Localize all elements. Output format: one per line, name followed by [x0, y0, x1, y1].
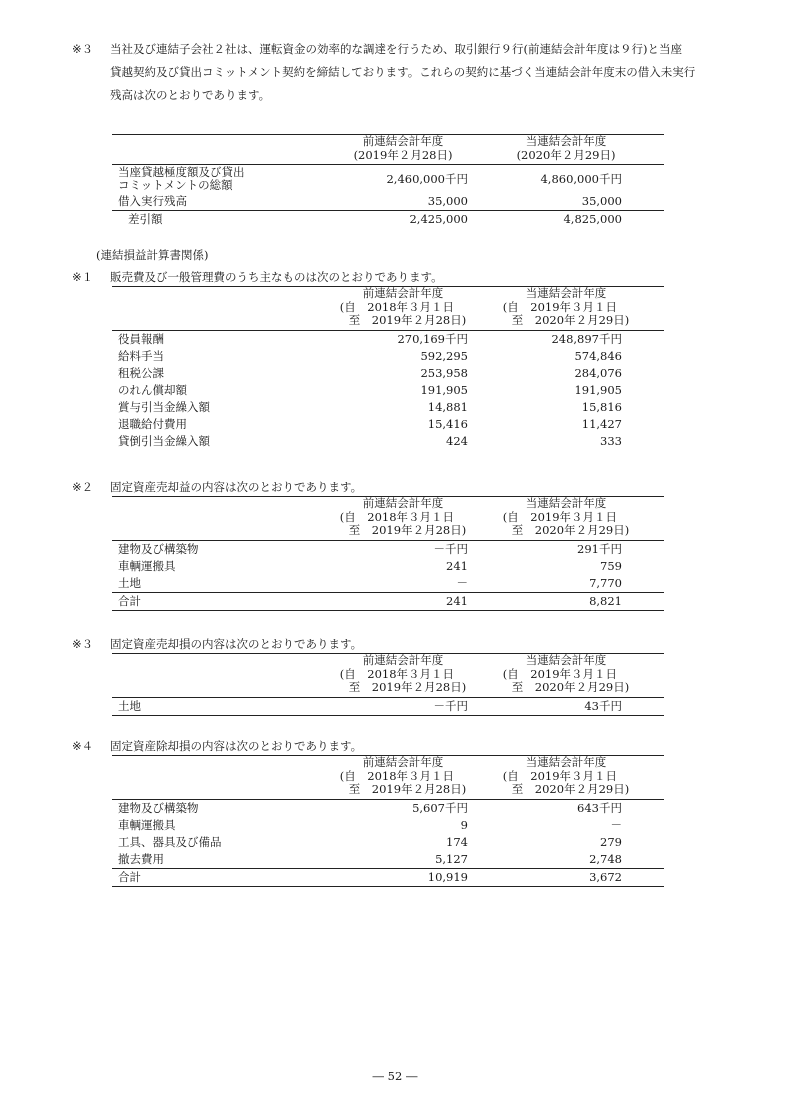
table-row: [112, 165, 664, 194]
note-mark: ※４: [72, 739, 94, 753]
loss-on-sale-table: [112, 653, 664, 716]
prev-value: 2,425,000: [338, 211, 468, 229]
section-title: (連結損益計算書関係): [96, 248, 209, 262]
total-row: 合計 10,919 3,672: [112, 868, 664, 886]
table-row: 車輌運搬具 241 759: [118, 558, 622, 573]
note-line: 貸越契約及び貸出コミットメント契約を締結しております。これらの契約に基づく当連結会計年度末の借入未実行: [110, 65, 696, 79]
note-title: 販売費及び一般管理費のうち主なものは次のとおりであります。: [110, 270, 443, 284]
note-mark: ※１: [72, 270, 94, 284]
sga-table: [112, 286, 664, 450]
table-row: 車輌運搬具 9 －: [118, 817, 622, 832]
note-commitment: [72, 38, 732, 107]
prev-period-header: 前連結会計年度 (2019年２月28日): [338, 135, 468, 165]
note-line: 残高は次のとおりであります。: [110, 88, 271, 102]
prev-value: 2,460,000千円: [386, 171, 468, 186]
prev-period-header: 前連結会計年度 (自 2018年３月１日 至 2019年２月28日): [338, 756, 468, 800]
table-row: 土地 －千円 43千円: [112, 697, 664, 715]
curr-period-header: 当連結会計年度 (2020年２月29日): [468, 135, 664, 165]
loss-on-retirement-table: [112, 755, 664, 887]
row-label: 差引額: [112, 211, 338, 229]
table-row: 賞与引当金繰入額 14,881 15,816: [118, 399, 622, 414]
row-label: 借入実行残高: [118, 194, 187, 208]
curr-value: 4,860,000千円: [540, 171, 622, 186]
note-title: 固定資産売却益の内容は次のとおりであります。: [110, 480, 363, 494]
table-row: 土地 － 7,770: [118, 575, 622, 590]
table-row: 工具、器具及び備品 174 279: [118, 834, 622, 849]
note-mark: ※２: [72, 480, 94, 494]
prev-period-header: 前連結会計年度 (自 2018年３月１日 至 2019年２月28日): [338, 287, 468, 331]
note-mark: ※３: [72, 637, 94, 651]
prev-value: 35,000: [427, 194, 468, 208]
table-row: 給料手当 592,295 574,846: [118, 348, 622, 363]
curr-period-header: 当連結会計年度 (自 2019年３月１日 至 2020年２月29日): [468, 287, 664, 331]
note-line: 当社及び連結子会社２社は、運転資金の効率的な調達を行うため、取引銀行９行(前連結会計年度は９行)と当座: [110, 42, 683, 56]
note-mark: ※３: [72, 42, 94, 56]
table-row: 撤去費用 5,127 2,748: [118, 851, 622, 866]
commitment-table: [112, 134, 664, 228]
table-row: [112, 193, 664, 211]
table-row: 建物及び構築物 5,607千円 643千円: [118, 800, 622, 815]
total-row: 合計 241 8,821: [112, 592, 664, 610]
prev-period-header: 前連結会計年度 (自 2018年３月１日 至 2019年２月28日): [338, 497, 468, 541]
row-label: 当座貸越極度額及び貸出 コミットメントの総額: [118, 165, 245, 192]
prev-period-header: 前連結会計年度 (自 2018年３月１日 至 2019年２月28日): [338, 654, 468, 698]
page-number: ― 52 ―: [372, 1069, 418, 1083]
note-title: 固定資産除却損の内容は次のとおりであります。: [110, 739, 363, 753]
table-row: 役員報酬 270,169千円 248,897千円: [118, 331, 622, 346]
note-title: 固定資産売却損の内容は次のとおりであります。: [110, 637, 363, 651]
table-row: のれん償却額 191,905 191,905: [118, 382, 622, 397]
curr-period-header: 当連結会計年度 (自 2019年３月１日 至 2020年２月29日): [468, 654, 664, 698]
curr-period-header: 当連結会計年度 (自 2019年３月１日 至 2020年２月29日): [468, 497, 664, 541]
curr-value: 4,825,000: [468, 211, 664, 229]
table-row: 貸倒引当金繰入額 424 333: [118, 433, 622, 448]
table-row: 退職給付費用 15,416 11,427: [118, 416, 622, 431]
table-row: 租税公課 253,958 284,076: [118, 365, 622, 380]
gain-on-sale-table: [112, 496, 664, 611]
note-text: [110, 38, 732, 107]
curr-period-header: 当連結会計年度 (自 2019年３月１日 至 2020年２月29日): [468, 756, 664, 800]
table-row: [112, 211, 664, 229]
curr-value: 35,000: [581, 194, 622, 208]
table-row: 建物及び構築物 －千円 291千円: [118, 541, 622, 556]
